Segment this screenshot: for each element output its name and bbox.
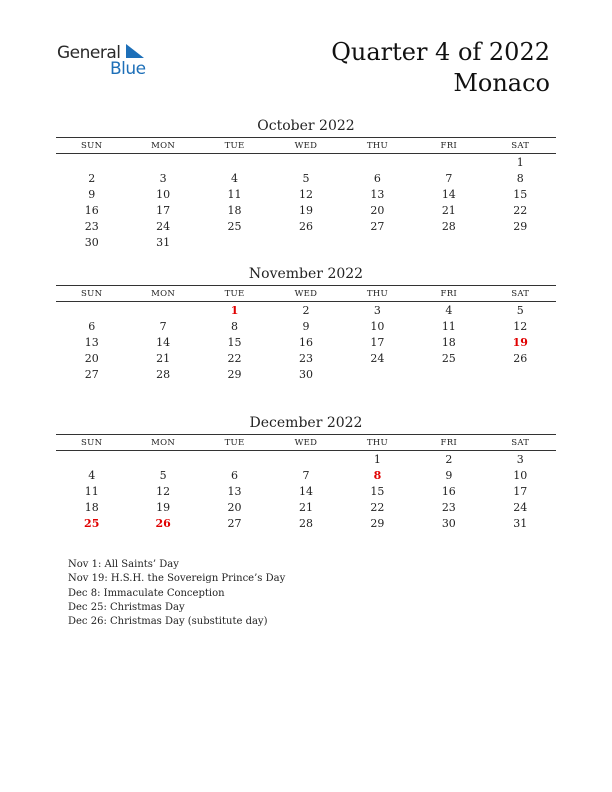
- day-cell: 31: [156, 235, 171, 249]
- day-cell: 21: [298, 500, 313, 514]
- day-cell: 7: [159, 319, 167, 333]
- week-row: [56, 170, 556, 186]
- day-cell: 11: [84, 484, 99, 498]
- day-cell: 19: [156, 500, 171, 514]
- day-cell: 16: [298, 335, 313, 349]
- week-row: [56, 318, 556, 334]
- day-cell: 11: [227, 187, 242, 201]
- month-name: October 2022: [257, 118, 355, 134]
- day-cell: 20: [84, 351, 99, 365]
- day-cell: 14: [441, 187, 456, 201]
- day-cell: 9: [88, 187, 96, 201]
- holiday-note: Dec 25: Christmas Day: [68, 601, 185, 613]
- day-cell: 20: [370, 203, 385, 217]
- weekday-label: FRI: [440, 288, 458, 299]
- holiday-notes: [68, 558, 285, 629]
- day-cell: 30: [298, 367, 313, 381]
- day-cell: 23: [298, 351, 313, 365]
- week-row: [56, 154, 556, 170]
- weekday-label: MON: [151, 288, 176, 299]
- day-cell: 21: [156, 351, 171, 365]
- week-row: [56, 350, 556, 366]
- holiday-day-cell: 8: [373, 468, 382, 482]
- logo-triangle-icon: [124, 44, 146, 60]
- day-cell: 18: [441, 335, 456, 349]
- week-row: [56, 202, 556, 218]
- month-calendar: [56, 116, 556, 250]
- day-cell: 28: [298, 516, 313, 530]
- weekday-label: TUE: [224, 288, 245, 299]
- day-cell: 3: [159, 171, 167, 185]
- day-cell: 5: [516, 303, 524, 317]
- day-cell: 8: [516, 171, 524, 185]
- holiday-day-cell: 25: [84, 516, 100, 530]
- day-cell: 29: [370, 516, 385, 530]
- week-row: [56, 234, 556, 250]
- logo-text-blue: Blue: [110, 59, 146, 79]
- day-cell: 27: [227, 516, 242, 530]
- weekday-label: SAT: [511, 140, 530, 151]
- day-cell: 23: [441, 500, 456, 514]
- day-cell: 7: [445, 171, 453, 185]
- day-cell: 28: [441, 219, 456, 233]
- day-cell: 25: [227, 219, 242, 233]
- day-cell: 18: [227, 203, 242, 217]
- weekday-label: WED: [294, 288, 318, 299]
- month-calendar: [56, 413, 556, 531]
- day-cell: 2: [445, 452, 453, 466]
- month-name: December 2022: [249, 415, 363, 431]
- day-cell: 7: [302, 468, 310, 482]
- day-cell: 11: [441, 319, 456, 333]
- weekday-label: WED: [294, 437, 318, 448]
- weekday-label: WED: [294, 140, 318, 151]
- day-cell: 1: [373, 452, 381, 466]
- country-title: Monaco: [453, 69, 550, 97]
- holiday-note: Nov 19: H.S.H. the Sovereign Prince’s Day: [68, 573, 286, 585]
- day-cell: 5: [159, 468, 167, 482]
- day-cell: 8: [231, 319, 239, 333]
- week-row: [56, 515, 556, 531]
- holiday-note: Dec 26: Christmas Day (substitute day): [68, 616, 268, 628]
- weekday-label: SUN: [81, 288, 103, 299]
- holiday-day-cell: 1: [230, 303, 239, 317]
- day-cell: 2: [302, 303, 310, 317]
- day-cell: 27: [84, 367, 99, 381]
- day-cell: 16: [84, 203, 99, 217]
- day-cell: 21: [441, 203, 456, 217]
- day-cell: 24: [370, 351, 385, 365]
- day-cell: 1: [516, 155, 524, 169]
- weekday-header: [56, 285, 556, 302]
- day-cell: 29: [227, 367, 242, 381]
- day-cell: 4: [445, 303, 453, 317]
- day-cell: 16: [441, 484, 456, 498]
- weekday-label: TUE: [224, 140, 245, 151]
- weekday-label: THU: [366, 140, 388, 151]
- day-cell: 24: [156, 219, 171, 233]
- day-cell: 4: [88, 468, 96, 482]
- week-row: [56, 499, 556, 515]
- weekday-label: SAT: [511, 288, 530, 299]
- week-row: [56, 483, 556, 499]
- weekday-label: TUE: [224, 437, 245, 448]
- day-cell: 12: [513, 319, 528, 333]
- day-cell: 10: [370, 319, 385, 333]
- day-cell: 4: [231, 171, 239, 185]
- day-cell: 5: [302, 171, 310, 185]
- day-cell: 17: [156, 203, 171, 217]
- day-cell: 19: [298, 203, 313, 217]
- day-cell: 6: [88, 319, 96, 333]
- weekday-header: [56, 434, 556, 451]
- weekday-label: SUN: [81, 437, 103, 448]
- day-cell: 20: [227, 500, 242, 514]
- day-cell: 6: [373, 171, 381, 185]
- week-row: [56, 467, 556, 483]
- weekday-label: FRI: [440, 140, 458, 151]
- day-cell: 14: [298, 484, 313, 498]
- weekday-label: FRI: [440, 437, 458, 448]
- holiday-day-cell: 26: [155, 516, 171, 530]
- day-cell: 24: [513, 500, 528, 514]
- weekday-label: MON: [151, 140, 176, 151]
- holiday-note: Dec 8: Immaculate Conception: [68, 587, 225, 599]
- day-cell: 12: [156, 484, 171, 498]
- logo: [57, 40, 157, 82]
- day-cell: 15: [513, 187, 528, 201]
- month-name: November 2022: [248, 266, 364, 282]
- day-cell: 25: [441, 351, 456, 365]
- day-cell: 13: [84, 335, 99, 349]
- day-cell: 23: [84, 219, 99, 233]
- holiday-day-cell: 19: [512, 335, 528, 349]
- day-cell: 9: [445, 468, 453, 482]
- weekday-label: SAT: [511, 437, 530, 448]
- day-cell: 10: [156, 187, 171, 201]
- day-cell: 27: [370, 219, 385, 233]
- day-cell: 31: [513, 516, 528, 530]
- month-calendar: [56, 264, 556, 382]
- weekday-header: [56, 137, 556, 154]
- day-cell: 22: [227, 351, 242, 365]
- day-cell: 3: [516, 452, 524, 466]
- day-cell: 22: [370, 500, 385, 514]
- week-row: [56, 334, 556, 350]
- day-cell: 3: [373, 303, 381, 317]
- holiday-note: Nov 1: All Saints’ Day: [68, 559, 179, 570]
- day-cell: 17: [513, 484, 528, 498]
- day-cell: 14: [156, 335, 171, 349]
- day-cell: 10: [513, 468, 528, 482]
- week-row: [56, 302, 556, 318]
- day-cell: 13: [370, 187, 385, 201]
- day-cell: 9: [302, 319, 310, 333]
- logo-text-general: General: [57, 43, 121, 63]
- weekday-label: MON: [151, 437, 176, 448]
- day-cell: 13: [227, 484, 242, 498]
- day-cell: 2: [88, 171, 96, 185]
- day-cell: 28: [156, 367, 171, 381]
- weekday-label: THU: [366, 288, 388, 299]
- day-cell: 15: [370, 484, 385, 498]
- week-row: [56, 218, 556, 234]
- day-cell: 15: [227, 335, 242, 349]
- day-cell: 26: [298, 219, 313, 233]
- day-cell: 22: [513, 203, 528, 217]
- week-row: [56, 186, 556, 202]
- day-cell: 29: [513, 219, 528, 233]
- week-row: [56, 451, 556, 467]
- day-cell: 18: [84, 500, 99, 514]
- day-cell: 30: [441, 516, 456, 530]
- weekday-label: THU: [366, 437, 388, 448]
- day-cell: 17: [370, 335, 385, 349]
- day-cell: 12: [298, 187, 313, 201]
- weekday-label: SUN: [81, 140, 103, 151]
- day-cell: 6: [231, 468, 239, 482]
- week-row: [56, 366, 556, 382]
- day-cell: 30: [84, 235, 99, 249]
- page-title: Quarter 4 of 2022: [331, 38, 550, 66]
- day-cell: 26: [513, 351, 528, 365]
